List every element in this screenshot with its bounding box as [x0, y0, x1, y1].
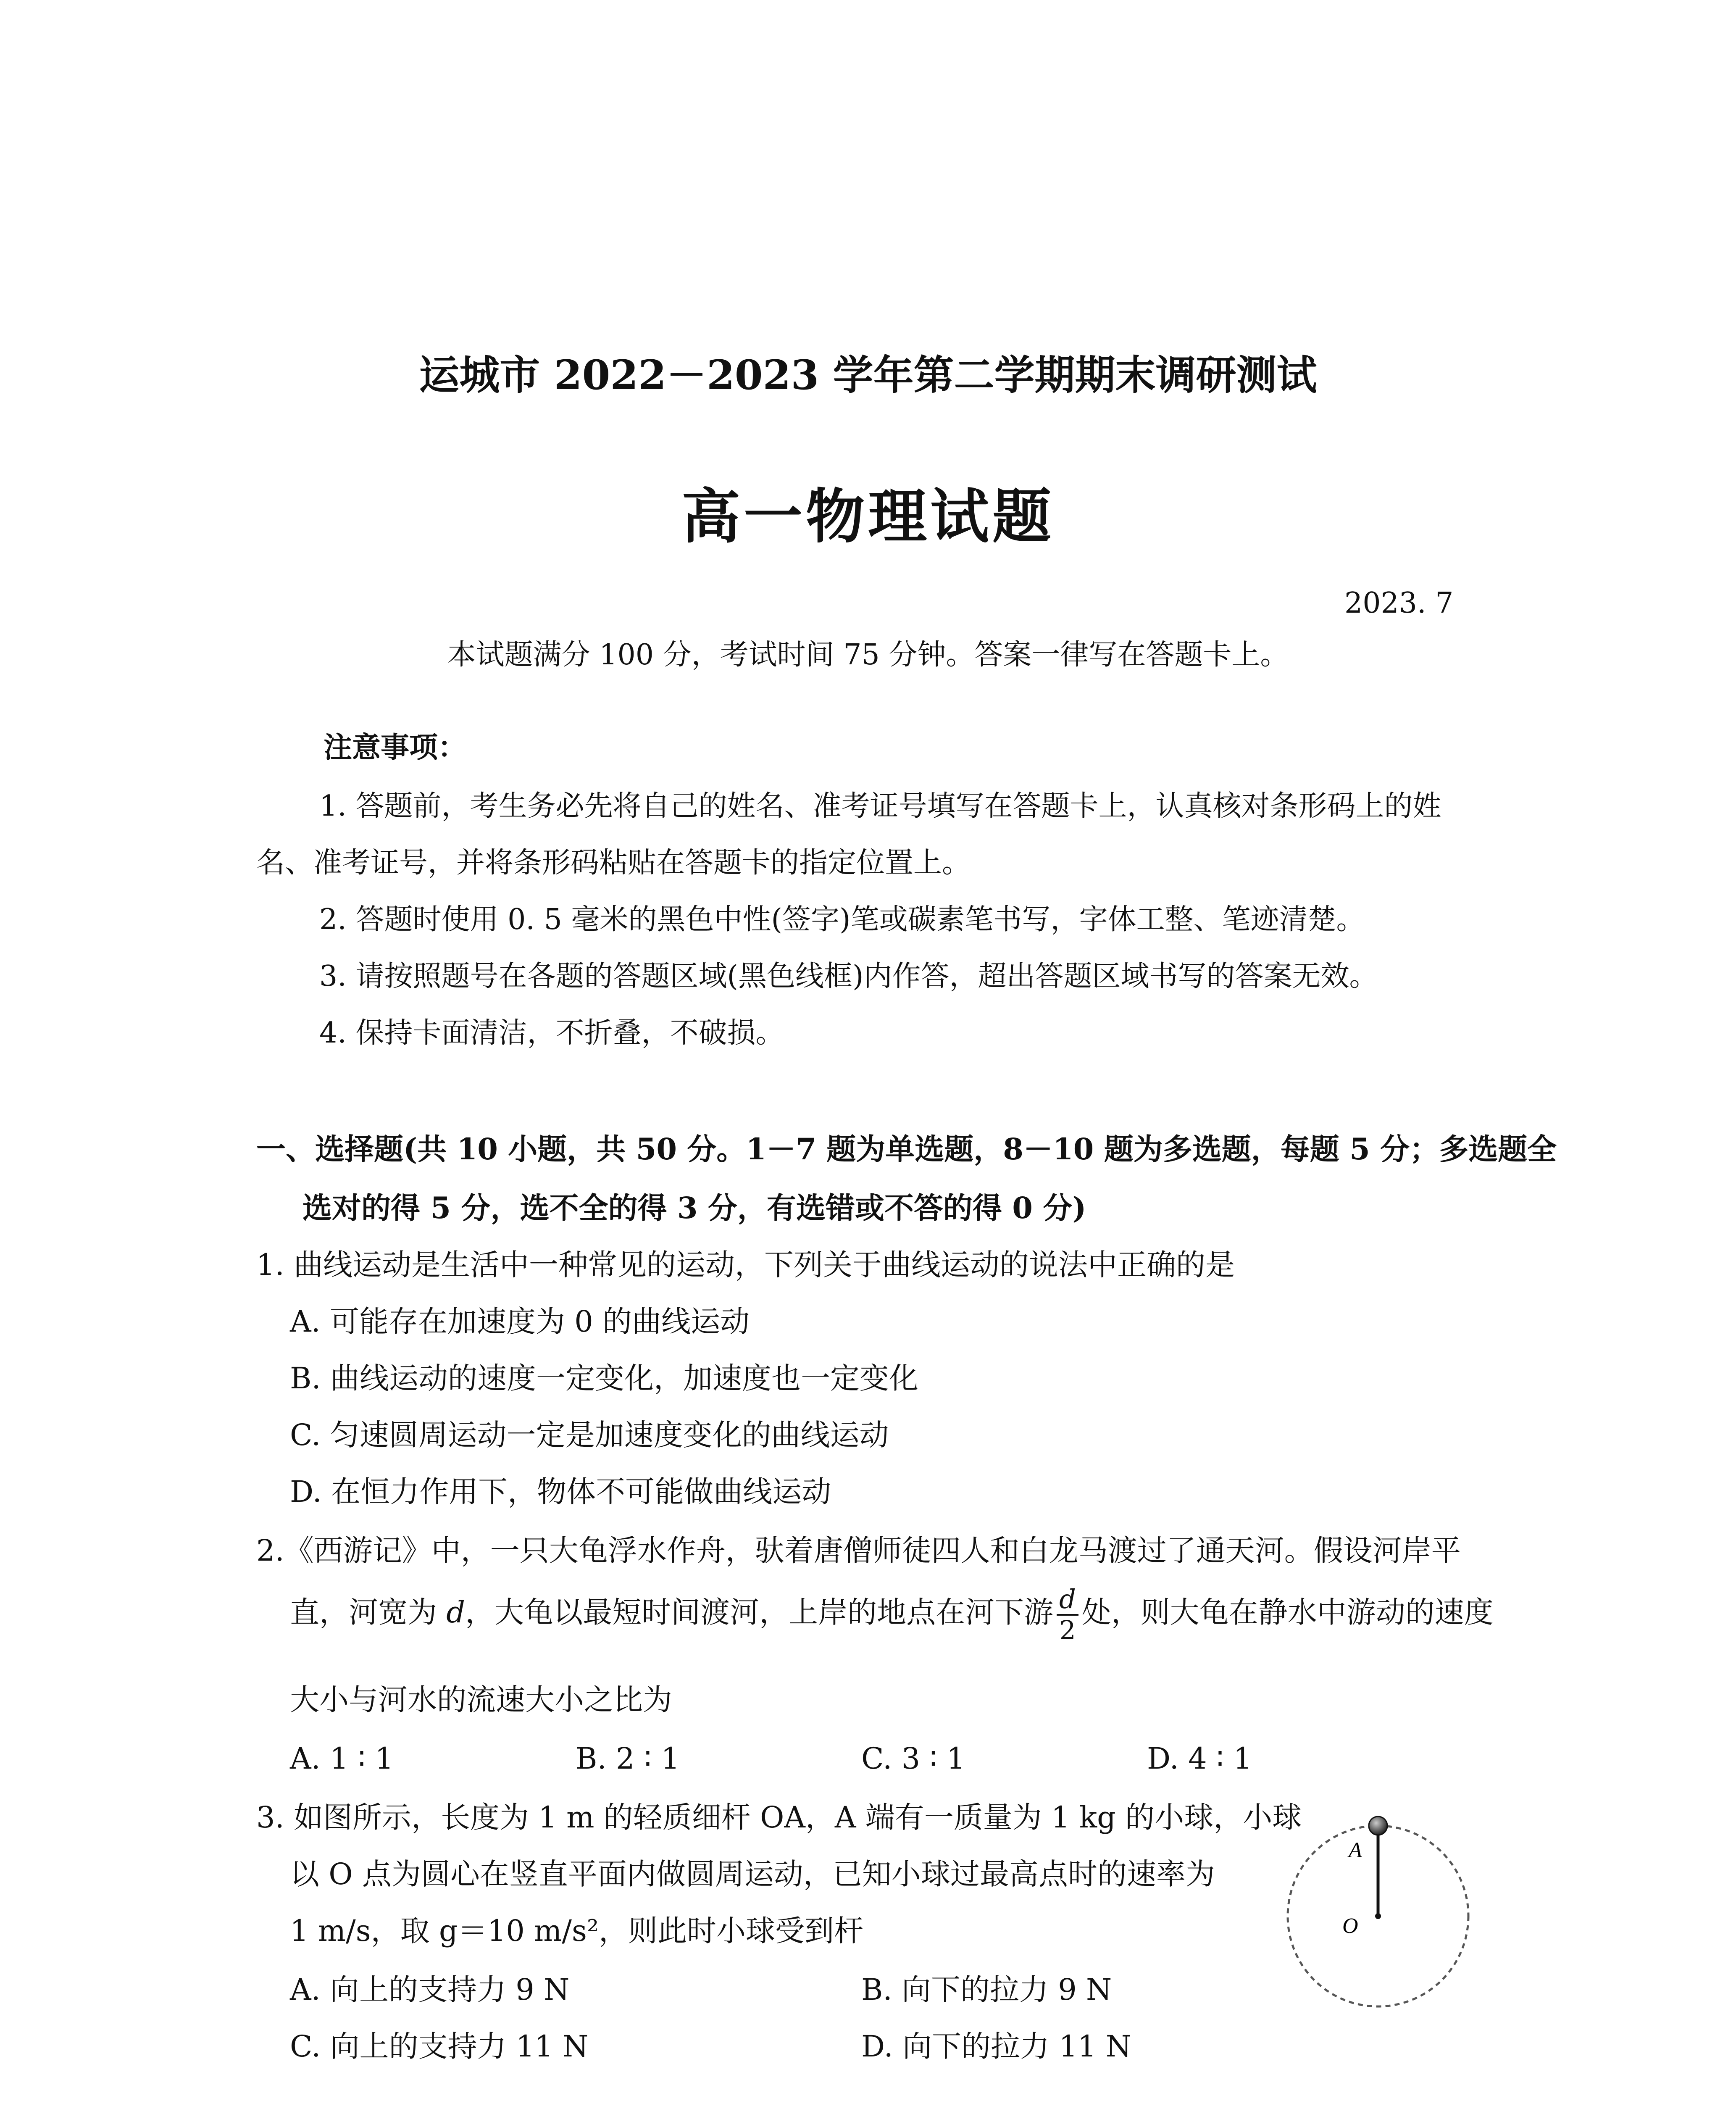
- question-1-option-a: A. 可能存在加速度为 0 的曲线运动: [290, 1304, 750, 1339]
- question-2-line3: 大小与河水的流速大小之比为: [290, 1682, 672, 1717]
- fraction-numerator: d: [1057, 1586, 1078, 1616]
- fraction-denominator: 2: [1059, 1615, 1076, 1646]
- question-2-option-b: B. 2 ∶ 1: [576, 1741, 680, 1776]
- rod-circular-motion-diagram: [1265, 1807, 1483, 2025]
- label-o: O: [1342, 1914, 1358, 1938]
- variable-d: d: [446, 1595, 466, 1630]
- ball-a: [1369, 1817, 1387, 1835]
- question-1-option-c: C. 匀速圆周运动一定是加速度变化的曲线运动: [290, 1418, 889, 1452]
- notice-item-3: 3. 请按照题号在各题的答题区域(黑色线框)内作答，超出答题区域书写的答案无效。: [319, 960, 1378, 993]
- notice-item-2: 2. 答题时使用 0. 5 毫米的黑色中性(签字)笔或碳素笔书写，字体工整、笔迹清楚。: [319, 903, 1365, 936]
- notice-item-1-line1: 1. 答题前，考生务必先将自己的姓名、准考证号填写在答题卡上，认真核对条形码上的姓: [319, 790, 1441, 823]
- section1-instructions-line2: 选对的得 5 分，选不全的得 3 分，有选错或不答的得 0 分): [302, 1190, 1086, 1225]
- pivot-o: [1375, 1913, 1381, 1919]
- question-2-line2-text-b: ，大龟以最短时间渡河，上岸的地点在河下游: [465, 1595, 1054, 1630]
- notice-heading: 注意事项：: [324, 731, 467, 764]
- notice-item-4: 4. 保持卡面清洁，不折叠，不破损。: [319, 1016, 784, 1050]
- question-2-line2: [290, 1584, 1494, 1646]
- question-3-option-b: B. 向下的拉力 9 N: [861, 1972, 1112, 2007]
- question-1-option-d: D. 在恒力作用下，物体不可能做曲线运动: [290, 1474, 831, 1509]
- question-3-line3: 1 m/s，取 g＝10 m/s²，则此时小球受到杆: [290, 1914, 863, 1948]
- question-1-option-b: B. 曲线运动的速度一定变化，加速度也一定变化: [290, 1361, 918, 1395]
- question-2-line2-text-c: 处，则大龟在静水中游动的速度: [1081, 1595, 1494, 1630]
- question-2-option-d: D. 4 ∶ 1: [1147, 1741, 1252, 1776]
- question-3-option-d: D. 向下的拉力 11 N: [861, 2029, 1131, 2064]
- exam-date: 2023. 7: [1344, 587, 1454, 620]
- section1-instructions-line1: 一、选择题(共 10 小题，共 50 分。1－7 题为单选题，8－10 题为多选题，每题 5 分；多选题全: [256, 1132, 1557, 1166]
- question-2-option-a: A. 1 ∶ 1: [290, 1741, 394, 1776]
- exam-intro: 本试题满分 100 分，考试时间 75 分钟。答案一律写在答题卡上。: [447, 638, 1289, 671]
- exam-title-line1: 运城市 2022－2023 学年第二学期期末调研测试: [419, 351, 1317, 399]
- notice-item-1-line2: 名、准考证号，并将条形码粘贴在答题卡的指定位置上。: [256, 846, 971, 879]
- question-3-option-c: C. 向上的支持力 11 N: [290, 2029, 589, 2064]
- label-a: A: [1349, 1838, 1362, 1862]
- fraction-d-over-2: [1057, 1584, 1078, 1646]
- question-3-line1: 3. 如图所示，长度为 1 m 的轻质细杆 OA，A 端有一质量为 1 kg 的小球，小球: [256, 1800, 1302, 1835]
- question-3-line2: 以 O 点为圆心在竖直平面内做圆周运动，已知小球过最高点时的速率为: [290, 1857, 1215, 1891]
- question-1-stem: 1. 曲线运动是生活中一种常见的运动，下列关于曲线运动的说法中正确的是: [256, 1248, 1235, 1282]
- question-2-line1: 2.《西游记》中，一只大龟浮水作舟，驮着唐僧师徒四人和白龙马渡过了通天河。假设河岸平: [256, 1533, 1461, 1568]
- question-2-option-c: C. 3 ∶ 1: [861, 1741, 965, 1776]
- question-3-option-a: A. 向上的支持力 9 N: [290, 1972, 570, 2007]
- exam-title-subject: 高一物理试题: [681, 482, 1055, 551]
- question-2-line2-text-a: 直，河宽为: [290, 1595, 447, 1630]
